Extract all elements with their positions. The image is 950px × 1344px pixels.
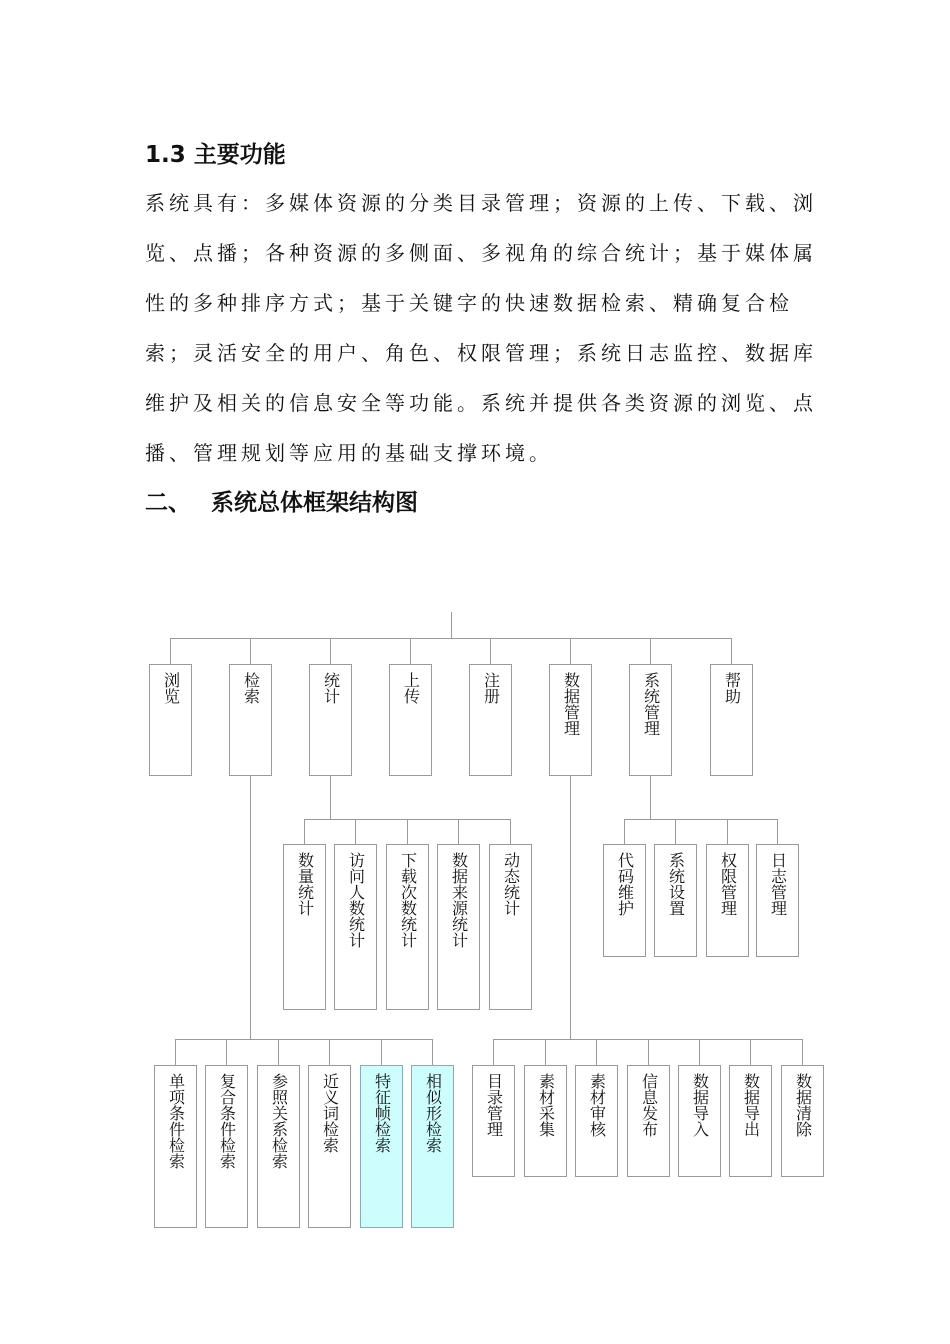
module-label: 系统管理 (641, 672, 661, 736)
datamgmt-review (575, 1065, 618, 1177)
datamgmt-collect (524, 1065, 567, 1177)
search-compound-condition (205, 1065, 248, 1228)
sysmgmt-drop (777, 819, 778, 844)
stats-drop (355, 819, 356, 844)
top-drop (731, 638, 732, 664)
submodule-label: 素材采集 (536, 1073, 556, 1137)
module-data-management (549, 664, 592, 776)
search-feature-frame (360, 1065, 403, 1228)
module-statistics (309, 664, 352, 776)
stats-stem (330, 776, 331, 819)
system-framework-diagram (0, 600, 950, 1240)
submodule-label: 参照关系检索 (269, 1073, 289, 1169)
search-reference (257, 1065, 300, 1228)
stats-visitors (334, 844, 377, 1010)
submodule-label: 数据导出 (741, 1073, 761, 1137)
module-help (710, 664, 753, 776)
section-heading-1-3: 1.3 主要功能 (145, 142, 286, 168)
sysmgmt-bus (624, 819, 778, 820)
root-connector (451, 612, 452, 638)
module-label: 帮助 (722, 672, 742, 704)
module-system-management (629, 664, 672, 776)
search-synonym (308, 1065, 351, 1228)
datamgmt-drop (802, 1039, 803, 1065)
stats-drop (510, 819, 511, 844)
stats-drop (407, 819, 408, 844)
search-stem (250, 776, 251, 1039)
top-drop (330, 638, 331, 664)
module-label: 统计 (321, 672, 341, 704)
module-label: 注册 (481, 672, 501, 704)
stats-sources (437, 844, 480, 1010)
search-drop (329, 1039, 330, 1065)
datamgmt-clear (781, 1065, 824, 1177)
search-drop (381, 1039, 382, 1065)
top-drop (650, 638, 651, 664)
section-number: 二、 (145, 490, 191, 516)
datamgmt-import (678, 1065, 721, 1177)
top-drop (570, 638, 571, 664)
submodule-label: 相似形检索 (423, 1073, 443, 1153)
top-bus (170, 638, 731, 639)
search-drop (278, 1039, 279, 1065)
section-title: 系统总体框架结构图 (211, 490, 418, 516)
module-register (469, 664, 512, 776)
submodule-label: 近义词检索 (320, 1073, 340, 1153)
main-functions-paragraph: 系统具有：多媒体资源的分类目录管理；资源的上传、下载、浏览、点播；各种资源的多侧面、多视角的综合统计；基于媒体属性的多种排序方式；基于关键字的快速数据检索、精确复合检索；灵活安全的用户、角色、权限管理；系统日志监控、数据库维护及相关的信息安全等功能。系统并提供各类资源的浏览、点播、管理规划等应用的基础支撑环境。 (145, 191, 817, 465)
search-drop (175, 1039, 176, 1065)
sysmgmt-drop (727, 819, 728, 844)
stats-downloads (386, 844, 429, 1010)
datamgmt-drop (699, 1039, 700, 1065)
submodule-label: 单项条件检索 (166, 1073, 186, 1169)
module-search (229, 664, 272, 776)
stats-quantity (283, 844, 326, 1010)
submodule-label: 素材审核 (587, 1073, 607, 1137)
datamgmt-stem (570, 776, 571, 1039)
section-heading-2 (145, 484, 418, 517)
submodule-label: 信息发布 (639, 1073, 659, 1137)
module-label: 上传 (401, 672, 421, 704)
top-drop (490, 638, 491, 664)
datamgmt-publish (627, 1065, 670, 1177)
submodule-label: 动态统计 (501, 852, 521, 916)
datamgmt-drop (493, 1039, 494, 1065)
sysmgmt-permissions (706, 844, 749, 957)
datamgmt-export (729, 1065, 772, 1177)
stats-drop (458, 819, 459, 844)
sysmgmt-code-maintenance (603, 844, 646, 957)
top-drop (170, 638, 171, 664)
submodule-label: 数量统计 (295, 852, 315, 916)
submodule-label: 系统设置 (666, 852, 686, 916)
submodule-label: 数据导入 (690, 1073, 710, 1137)
datamgmt-drop (545, 1039, 546, 1065)
sysmgmt-stem (650, 776, 651, 819)
stats-dynamic (489, 844, 532, 1010)
search-drop (432, 1039, 433, 1065)
datamgmt-drop (750, 1039, 751, 1065)
sysmgmt-logs (756, 844, 799, 957)
top-drop (410, 638, 411, 664)
datamgmt-drop (648, 1039, 649, 1065)
submodule-label: 目录管理 (484, 1073, 504, 1137)
submodule-label: 代码维护 (615, 852, 635, 916)
sysmgmt-drop (624, 819, 625, 844)
module-upload (389, 664, 432, 776)
search-single-condition (154, 1065, 197, 1228)
datamgmt-directory (472, 1065, 515, 1177)
top-drop (250, 638, 251, 664)
module-label: 浏览 (161, 672, 181, 704)
module-browse (149, 664, 192, 776)
submodule-label: 下载次数统计 (398, 852, 418, 948)
sysmgmt-drop (675, 819, 676, 844)
stats-drop (304, 819, 305, 844)
search-bus (175, 1039, 432, 1040)
submodule-label: 权限管理 (718, 852, 738, 916)
submodule-label: 复合条件检索 (217, 1073, 237, 1169)
search-similar-shape (411, 1065, 454, 1228)
submodule-label: 日志管理 (768, 852, 788, 916)
sysmgmt-settings (654, 844, 697, 957)
submodule-label: 特征帧检索 (372, 1073, 392, 1153)
module-label: 检索 (241, 672, 261, 704)
submodule-label: 访问人数统计 (346, 852, 366, 948)
search-drop (226, 1039, 227, 1065)
submodule-label: 数据来源统计 (449, 852, 469, 948)
submodule-label: 数据清除 (793, 1073, 813, 1137)
module-label: 数据管理 (561, 672, 581, 736)
datamgmt-drop (596, 1039, 597, 1065)
